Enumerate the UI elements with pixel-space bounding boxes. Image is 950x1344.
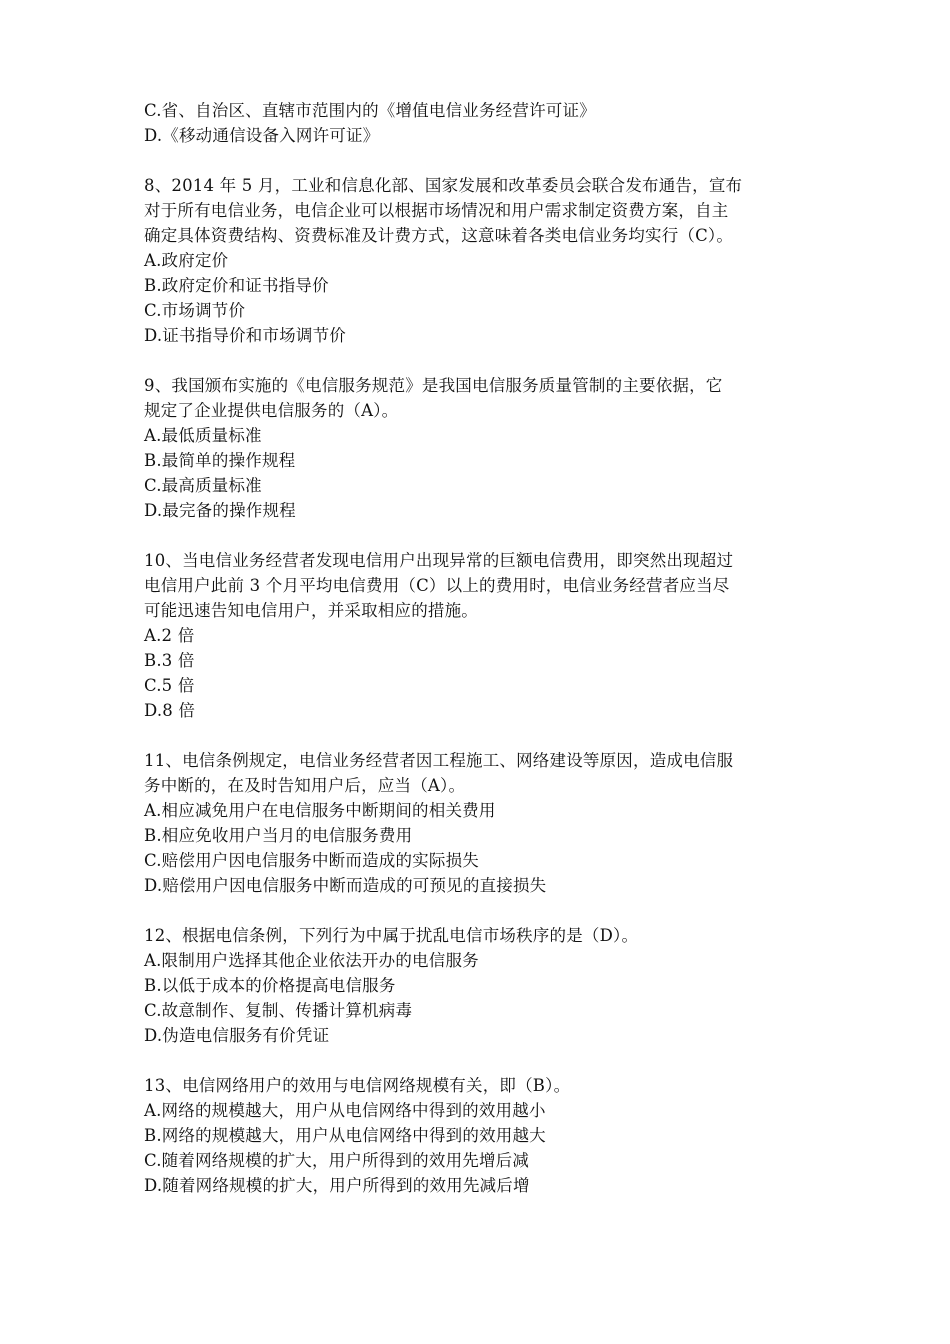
answer-option: A.政府定价 — [144, 251, 229, 270]
question-stem-line: 10、当电信业务经营者发现电信用户出现异常的巨额电信费用，即突然出现超过 — [144, 551, 734, 570]
answer-option: D.8 倍 — [144, 701, 196, 720]
answer-option: B.以低于成本的价格提高电信服务 — [144, 976, 396, 995]
answer-option: C.市场调节价 — [144, 301, 246, 320]
answer-option: C.最高质量标准 — [144, 476, 262, 495]
answer-option: D.证书指导价和市场调节价 — [144, 326, 346, 345]
question-stem-line: 规定了企业提供电信服务的（A）。 — [144, 401, 399, 420]
question-block — [144, 98, 824, 148]
answer-option: C.省、自治区、直辖市范围内的《增值电信业务经营许可证》 — [144, 101, 596, 120]
answer-option: D.赔偿用户因电信服务中断而造成的可预见的直接损失 — [144, 876, 547, 895]
question-stem-line: 12、根据电信条例，下列行为中属于扰乱电信市场秩序的是（D）。 — [144, 926, 639, 945]
answer-option: D.最完备的操作规程 — [144, 501, 296, 520]
question-stem-line: 可能迅速告知电信用户，并采取相应的措施。 — [144, 601, 478, 620]
document-page — [144, 98, 824, 1198]
question-stem-line: 对于所有电信业务，电信企业可以根据市场情况和用户需求制定资费方案，自主 — [144, 201, 729, 220]
answer-option: B.政府定价和证书指导价 — [144, 276, 329, 295]
answer-option: B.3 倍 — [144, 651, 195, 670]
answer-option: C.5 倍 — [144, 676, 195, 695]
question-block — [144, 923, 824, 1048]
answer-option: B.相应免收用户当月的电信服务费用 — [144, 826, 413, 845]
answer-option: B.网络的规模越大，用户从电信网络中得到的效用越大 — [144, 1126, 546, 1145]
answer-option: D.随着网络规模的扩大，用户所得到的效用先减后增 — [144, 1176, 530, 1195]
answer-option: C.故意制作、复制、传播计算机病毒 — [144, 1001, 413, 1020]
answer-option: D.《移动通信设备入网许可证》 — [144, 126, 380, 145]
question-block — [144, 373, 824, 523]
question-block — [144, 1073, 824, 1198]
question-stem-line: 9、我国颁布实施的《电信服务规范》是我国电信服务质量管制的主要依据，它 — [144, 376, 723, 395]
question-stem-line: 务中断的，在及时告知用户后，应当（A）。 — [144, 776, 466, 795]
question-block — [144, 173, 824, 348]
question-stem-line: 确定具体资费结构、资费标准及计费方式，这意味着各类电信业务均实行（C）。 — [144, 226, 734, 245]
answer-option: B.最简单的操作规程 — [144, 451, 296, 470]
answer-option: A.网络的规模越大，用户从电信网络中得到的效用越小 — [144, 1101, 546, 1120]
question-block — [144, 548, 824, 723]
answer-option: A.相应减免用户在电信服务中断期间的相关费用 — [144, 801, 496, 820]
answer-option: A.最低质量标准 — [144, 426, 262, 445]
answer-option: C.赔偿用户因电信服务中断而造成的实际损失 — [144, 851, 479, 870]
answer-option: A.限制用户选择其他企业依法开办的电信服务 — [144, 951, 479, 970]
question-block — [144, 748, 824, 898]
answer-option: C.随着网络规模的扩大，用户所得到的效用先增后减 — [144, 1151, 530, 1170]
question-stem-line: 13、电信网络用户的效用与电信网络规模有关，即（B）。 — [144, 1076, 571, 1095]
question-stem-line: 11、电信条例规定，电信业务经营者因工程施工、网络建设等原因，造成电信服 — [144, 751, 734, 770]
question-stem-line: 电信用户此前 3 个月平均电信费用（C）以上的费用时，电信业务经营者应当尽 — [144, 576, 730, 595]
answer-option: D.伪造电信服务有价凭证 — [144, 1026, 330, 1045]
answer-option: A.2 倍 — [144, 626, 195, 645]
question-stem-line: 8、2014 年 5 月，工业和信息化部、国家发展和改革委员会联合发布通告，宣布 — [144, 176, 743, 195]
